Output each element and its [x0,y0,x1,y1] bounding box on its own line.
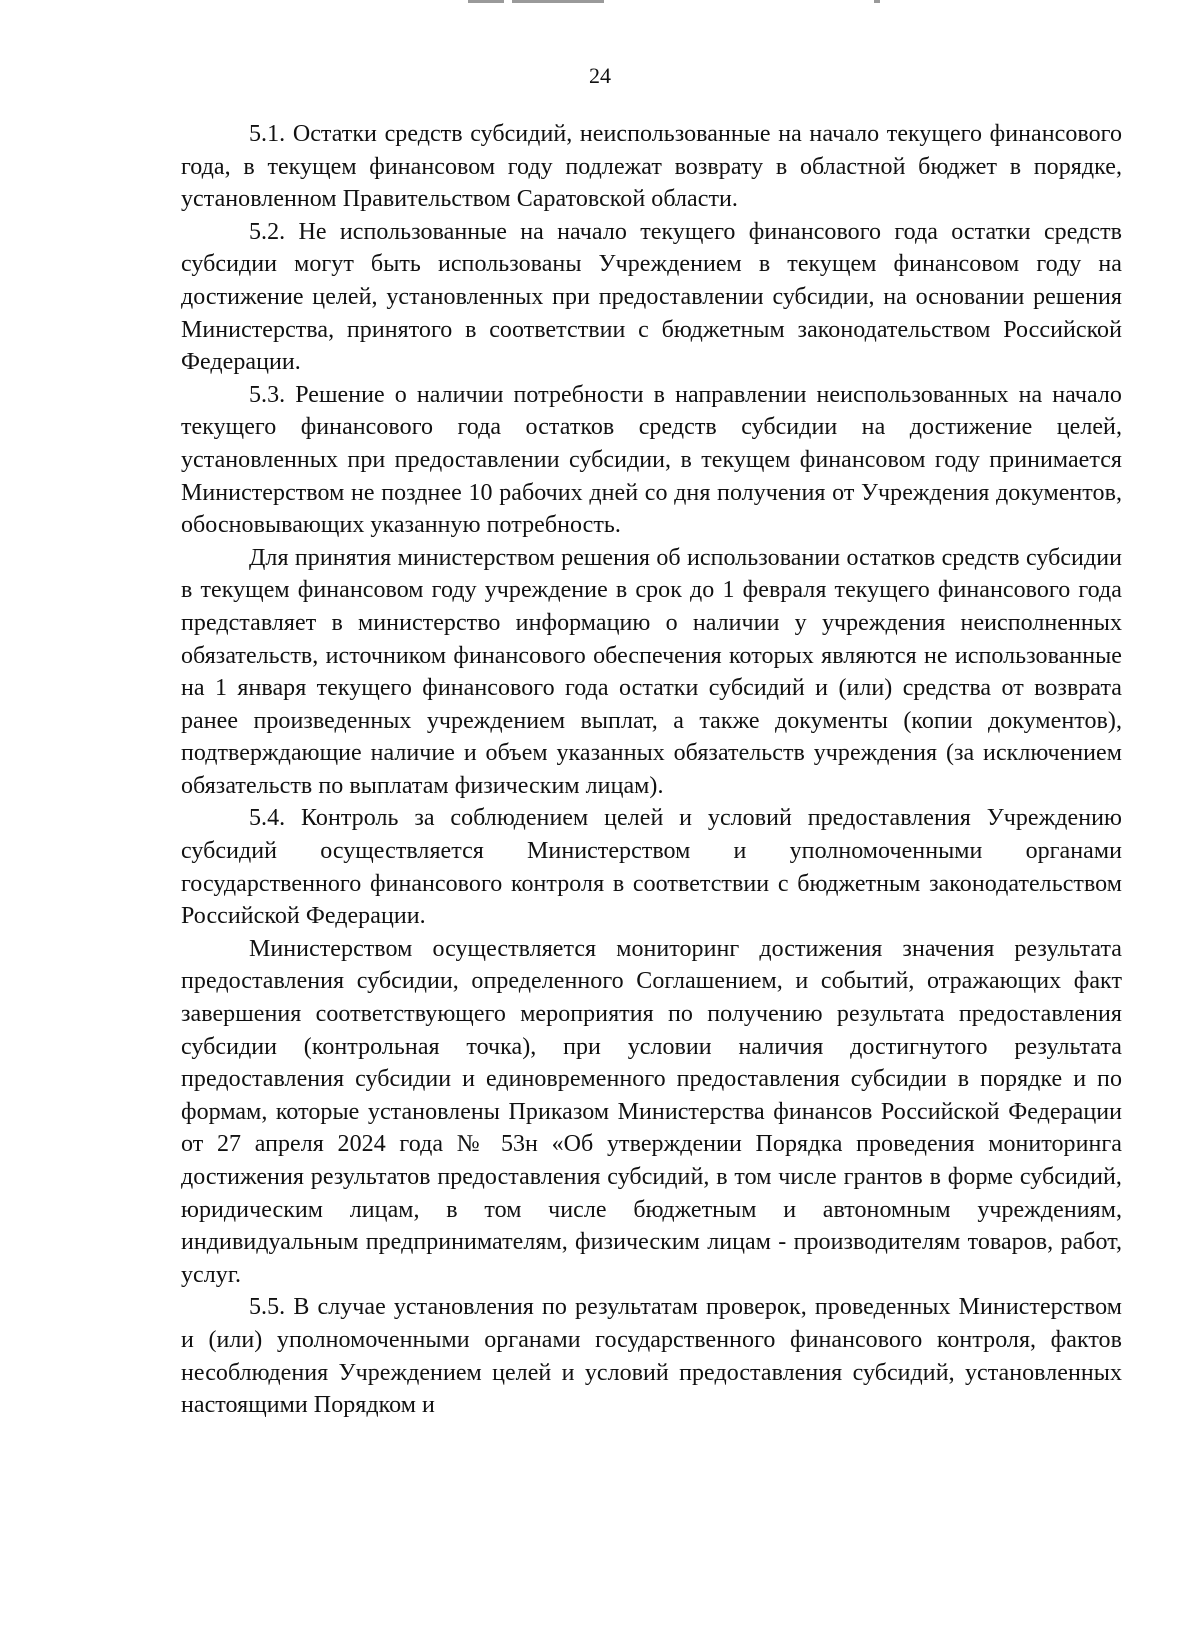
paragraph-5-3: 5.3. Решение о наличии потребности в направлении неиспользованных на начало текущего финансового года остатков средств субсидии на достижение целей, установленных при предоставлении субсидии, в текущем финансовом году принимается Министерством не позднее 10 рабочих дней со дня получения от Учреждения документов, обосновывающих указанную потребность. [181,381,1122,539]
scan-edge-mark [874,0,880,3]
paragraph-5-1: 5.1. Остатки средств субсидий, неиспользованные на начало текущего финансового года, в текущем финансовом году подлежат возврату в областной бюджет в порядке, установленном Правительством Саратовской области. [181,121,1122,213]
scan-edge-mark [468,0,504,3]
paragraph-5-5: 5.5. В случае установления по результатам проверок, проведенных Министерством и (или) уполномоченными органами государственного финансового контроля, фактов несоблюдения Учреждением целей и условий предоставления субсидий, установленных настоящими Порядком и [181,1294,1122,1419]
paragraph-5-4: 5.4. Контроль за соблюдением целей и условий предоставления Учреждению субсидий осуществляется Министерством и уполномоченными органами государственного финансового контроля в соответствии с бюджетным законодательством Российской Федерации. [181,805,1122,930]
paragraph-5-4-monitoring: Министерством осуществляется мониторинг достижения значения результата предоставления субсидии, определенного Соглашением, и событий, отражающих факт завершения соответствующего мероприятия по получению результата предоставления субсидии (контрольная точка), при условии наличия достигнутого результата предоставления субсидии и единовременного предоставления субсидии в порядке и по формам, которые установлены Приказом Министерства финансов Российской Федерации от 27 апреля 2024 года № 53н «Об утверждении Порядка проведения мониторинга достижения результатов предоставления субсидий, в том числе грантов в форме субсидий, юридическим лицам, в том числе бюджетным и автономным учреждениям, индивидуальным предпринимателям, физическим лицам - производителям товаров, работ, услуг. [181,935,1122,1288]
paragraph-5-2: 5.2. Не использованные на начало текущего финансового года остатки средств субсидии могут быть использованы Учреждением в текущем финансовом году на достижение целей, установленных при предоставлении субсидии, на основании решения Министерства, принятого в соответствии с бюджетным законодательством Российской Федерации. [181,218,1122,376]
document-body [181,118,1122,1422]
scan-edge-mark [512,0,604,3]
page-number: 24 [589,63,611,88]
paragraph-5-3-continued: Для принятия министерством решения об использовании остатков средств субсидии в текущем финансовом году учреждение в срок до 1 февраля текущего финансового года представляет в министерство информацию о наличии у учреждения неисполненных обязательств, источником финансового обеспечения которых являются не использованные на 1 января текущего финансового года остатки субсидий и (или) средства от возврата ранее произведенных учреждением выплат, а также документы (копии документов), подтверждающие наличие и объем указанных обязательств учреждения (за исключением обязательств по выплатам физическим лицам). [181,544,1122,799]
